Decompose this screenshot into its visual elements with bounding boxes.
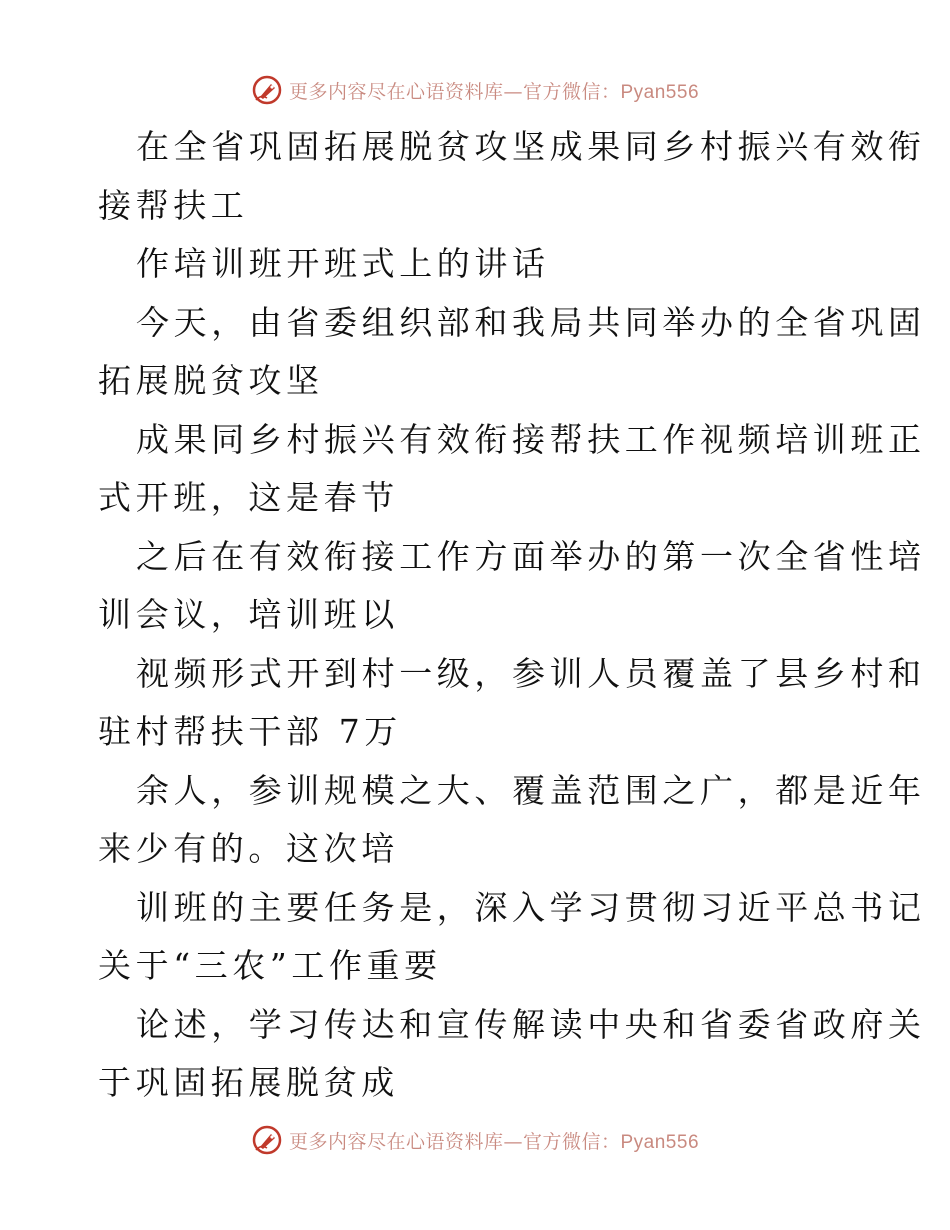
- text-line: 之后在有效衔接工作方面举办的第一次全省性培: [136, 536, 926, 576]
- document-body: [98, 118, 926, 1113]
- text-line: 关于“三农”工作重要: [98, 946, 442, 985]
- text-line: 式开班，这是春节: [98, 478, 399, 517]
- banner-text: 更多内容尽在心语资料库—官方微信：Pyan556: [288, 80, 700, 103]
- header-watermark-banner: [0, 70, 950, 110]
- text-line: 接帮扶工: [98, 185, 249, 225]
- footer-watermark-banner: [0, 1120, 950, 1160]
- text-line: 拓展脱贫攻坚: [98, 361, 324, 400]
- banner-text: 更多内容尽在心语资料库—官方微信：Pyan556: [288, 1130, 700, 1153]
- text-line: 驻村帮扶干部 7万: [98, 712, 402, 751]
- text-line: 余人，参训规模之大、覆盖范围之广，都是近年: [136, 770, 926, 810]
- text-line: 在全省巩固拓展脱贫攻坚成果同乡村振兴有效衔: [136, 127, 926, 166]
- wechat-id: Pyan556: [620, 1131, 700, 1153]
- text-line: 成果同乡村振兴有效衔接帮扶工作视频培训班正: [136, 419, 926, 459]
- text-line: 来少有的。这次培: [98, 829, 399, 868]
- pen-nib-logo-icon: [251, 1124, 283, 1156]
- text-line: 今天，由省委组织部和我局共同举办的全省巩固: [136, 302, 926, 342]
- text-line: 训会议，培训班以: [98, 595, 399, 634]
- wechat-id: Pyan556: [620, 81, 700, 103]
- text-line: 视频形式开到村一级，参训人员覆盖了县乡村和: [136, 653, 926, 693]
- text-line: 作培训班开班式上的讲话: [136, 244, 550, 283]
- text-line: 于巩固拓展脱贫成: [98, 1063, 399, 1102]
- pen-nib-logo-icon: [251, 74, 283, 106]
- text-line: 论述，学习传达和宣传解读中央和省委省政府关: [136, 1004, 926, 1044]
- text-line: 训班的主要任务是，深入学习贯彻习近平总书记: [136, 887, 926, 927]
